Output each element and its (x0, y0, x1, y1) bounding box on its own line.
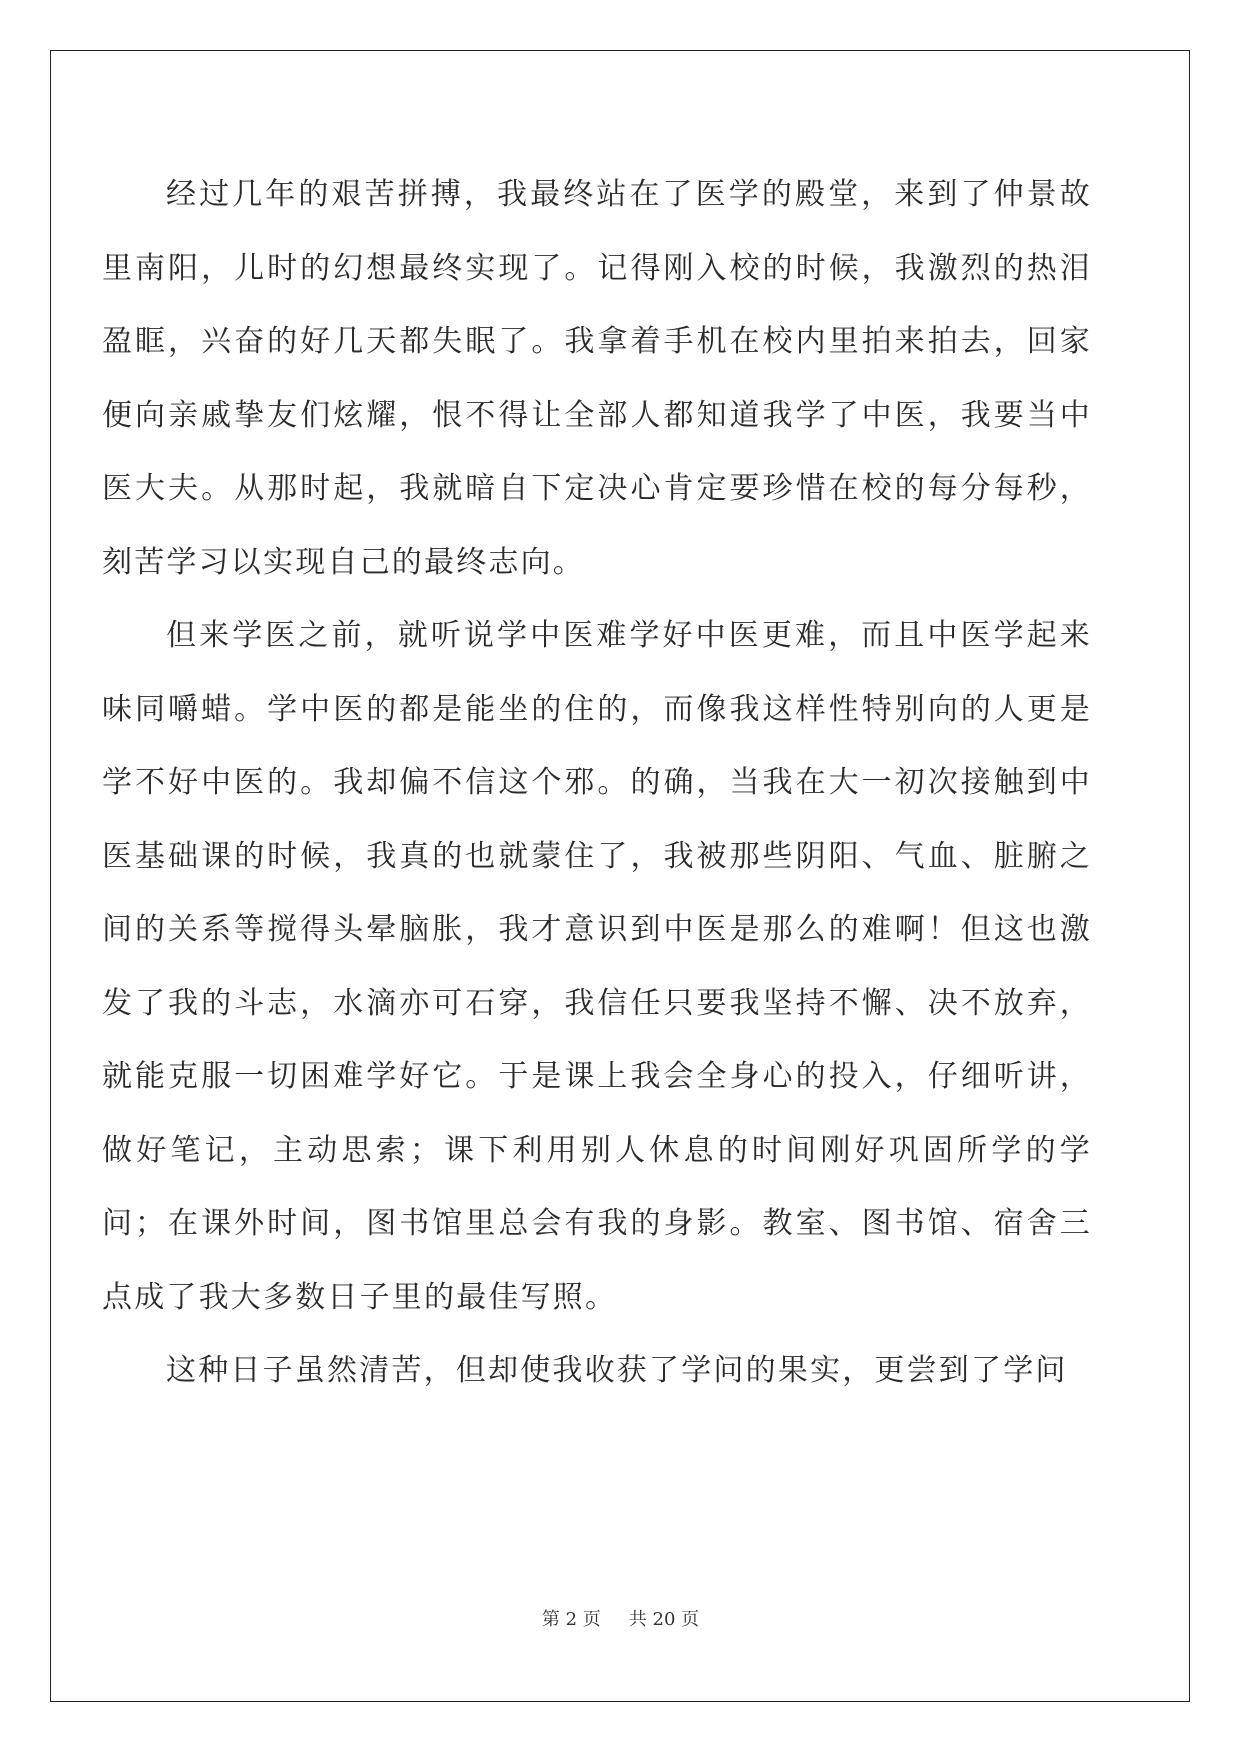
paragraph-3: 这种日子虽然清苦，但却使我收获了学问的果实，更尝到了学问 (166, 1353, 1068, 1388)
page-number: 第 2 页 (541, 1609, 601, 1630)
page-footer (0, 1605, 1241, 1631)
document-body (102, 158, 1092, 1408)
paragraph-2: 但来学医之前，就听说学中医难学好中医更难，而且中医学起来味同嚼蜡。学中医的都是能坐的住的，而像我这样性特别向的人更是学不好中医的。我却偏不信这个邪。的确，当我在大一初次接触到中医基础课的时候，我真的也就蒙住了，我被那些阴阳、气血、脏腑之间的关系等搅得头晕脑胀，我才意识到中医是那么的难啊！但这也激发了我的斗志，水滴亦可石穿，我信任只要我坚持不懈、决不放弃，就能克服一切困难学好它。于是课上我会全身心的投入，仔细听讲，做好笔记，主动思索；课下利用别人休息的时间刚好巩固所学的学问；在课外时间，图书馆里总会有我的身影。教室、图书馆、宿舍三点成了我大多数日子里的最佳写照。 (102, 618, 1092, 1315)
page-total: 共 20 页 (628, 1609, 700, 1630)
paragraph-1: 经过几年的艰苦拼搏，我最终站在了医学的殿堂，来到了仲景故里南阳，儿时的幻想最终实现了。记得刚入校的时候，我激烈的热泪盈眶，兴奋的好几天都失眠了。我拿着手机在校内里拍来拍去，回家便向亲戚挚友们炫耀，恨不得让全部人都知道我学了中医，我要当中医大夫。从那时起，我就暗自下定决心肯定要珍惜在校的每分每秒，刻苦学习以实现自己的最终志向。 (102, 177, 1092, 580)
